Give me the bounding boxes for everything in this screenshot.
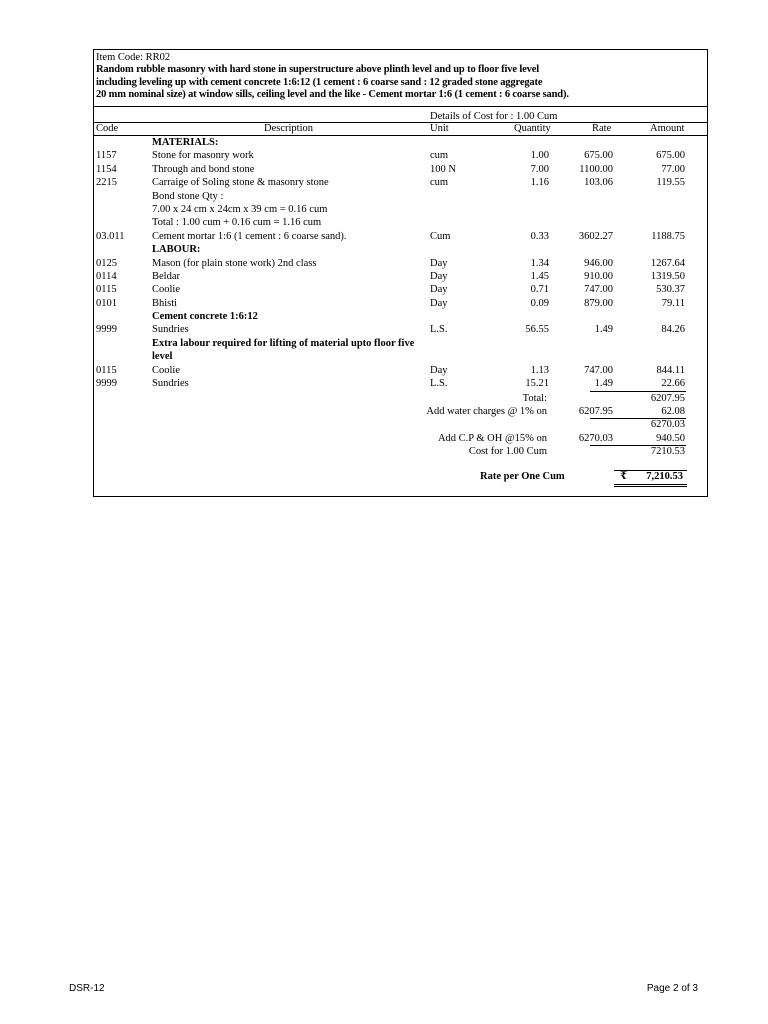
row-amount: 530.37 bbox=[656, 284, 685, 296]
summary-row bbox=[94, 418, 707, 431]
row-unit: Day bbox=[430, 284, 448, 296]
row-code: 0101 bbox=[96, 297, 117, 309]
table-row bbox=[94, 270, 707, 283]
details-of-cost: Details of Cost for : 1.00 Cum bbox=[430, 111, 558, 122]
item-code: Item Code: RR02 bbox=[96, 52, 171, 63]
row-quantity: 0.33 bbox=[530, 230, 549, 242]
row-amount: 119.55 bbox=[656, 177, 685, 189]
row-amount: 1267.64 bbox=[650, 257, 685, 269]
column-header-amount: Amount bbox=[650, 123, 685, 134]
row-description: Cement mortar 1:6 (1 cement : 6 coarse sand). bbox=[152, 230, 347, 242]
row-unit: cum bbox=[430, 150, 449, 162]
row-unit: 100 N bbox=[430, 163, 456, 175]
summary-row bbox=[94, 445, 707, 458]
row-unit: Day bbox=[430, 364, 448, 376]
table-row bbox=[94, 149, 707, 162]
row-code: 9999 bbox=[96, 324, 117, 336]
row-rate: 910.00 bbox=[584, 270, 613, 282]
row-description: Stone for masonry work bbox=[152, 150, 254, 162]
column-header-description: Description bbox=[264, 123, 313, 134]
summary-label: Add water charges @ 1% on bbox=[426, 406, 547, 417]
row-description: Mason (for plain stone work) 2nd class bbox=[152, 257, 317, 269]
footer-page-number: Page 2 of 3 bbox=[646, 983, 698, 994]
summary-amount: 940.50 bbox=[656, 432, 685, 444]
table-row bbox=[94, 243, 707, 256]
column-header-rate: Rate bbox=[592, 123, 612, 134]
table-row bbox=[94, 203, 707, 216]
table-row bbox=[94, 323, 707, 336]
row-code: 1157 bbox=[96, 150, 117, 162]
row-unit: L.S. bbox=[430, 324, 448, 336]
row-quantity: 0.09 bbox=[530, 297, 549, 309]
table-row bbox=[94, 310, 707, 323]
row-description: Bhisti bbox=[152, 297, 178, 309]
row-quantity: 1.16 bbox=[530, 177, 549, 189]
table-row bbox=[94, 163, 707, 176]
final-rate-bottom-line bbox=[614, 484, 687, 485]
table-row bbox=[94, 190, 707, 203]
table-row bbox=[94, 230, 707, 243]
row-description: Coolie bbox=[152, 284, 180, 296]
row-code: 03.011 bbox=[96, 230, 125, 242]
summary-amount: 6207.95 bbox=[650, 392, 685, 404]
table-row bbox=[94, 364, 707, 377]
row-amount: 675.00 bbox=[656, 150, 685, 162]
item-description-line: including leveling up with cement concrete 1:6:12 (1 cement : 6 coarse sand : 12 graded stone aggregate bbox=[96, 76, 543, 88]
item-description-line: 20 mm nominal size) at window sills, ceiling level and the like - Cement mortar 1:6 (1 cement : 6 coarse sand). bbox=[96, 89, 569, 100]
table-row bbox=[94, 257, 707, 270]
row-code: 0115 bbox=[96, 284, 117, 296]
row-amount: 77.00 bbox=[661, 163, 685, 175]
summary-label: Cost for 1.00 Cum bbox=[468, 446, 547, 458]
row-description: Extra labour required for lifting of material upto floor five bbox=[152, 337, 415, 349]
row-description: Carraige of Soling stone & masonry stone bbox=[152, 177, 329, 189]
row-rate: 103.06 bbox=[584, 177, 613, 189]
final-rate-label: Rate per One Cum bbox=[480, 471, 565, 482]
column-header-code: Code bbox=[96, 123, 119, 134]
row-unit: Cum bbox=[430, 230, 451, 242]
row-description: Coolie bbox=[152, 364, 180, 376]
row-unit: L.S. bbox=[430, 378, 448, 390]
summary-amount: 6270.03 bbox=[650, 419, 685, 431]
summary-label: Add C.P & OH @15% on bbox=[437, 432, 547, 444]
table-row bbox=[94, 216, 707, 229]
row-rate: 3602.27 bbox=[578, 230, 613, 242]
column-header-quantity: Quantity bbox=[514, 123, 551, 134]
row-rate: 1100.00 bbox=[579, 163, 613, 175]
table-row bbox=[94, 350, 707, 363]
row-quantity: 1.13 bbox=[530, 364, 549, 376]
row-quantity: 1.45 bbox=[530, 270, 549, 282]
summary-row bbox=[94, 392, 707, 405]
row-amount: 22.66 bbox=[661, 378, 685, 390]
row-description: Sundries bbox=[152, 378, 189, 390]
header-divider bbox=[94, 106, 707, 107]
row-unit: Day bbox=[430, 297, 448, 309]
row-description: Beldar bbox=[152, 270, 180, 282]
rupee-icon: ₹ bbox=[620, 471, 628, 482]
table-row bbox=[94, 283, 707, 296]
row-quantity: 56.55 bbox=[525, 324, 549, 336]
row-description: Total : 1.00 cum + 0.16 cum = 1.16 cum bbox=[152, 217, 322, 229]
row-code: 2215 bbox=[96, 177, 117, 189]
summary-base-value: 6270.03 bbox=[578, 432, 613, 444]
row-description: Cement concrete 1:6:12 bbox=[152, 311, 258, 323]
row-code: 0115 bbox=[96, 364, 117, 376]
row-unit: cum bbox=[430, 177, 449, 189]
row-rate: 747.00 bbox=[584, 284, 613, 296]
row-amount: 844.11 bbox=[656, 364, 685, 376]
final-rate-double-line bbox=[614, 486, 687, 487]
row-description: MATERIALS: bbox=[152, 137, 219, 148]
row-description: LABOUR: bbox=[152, 244, 201, 256]
table-row bbox=[94, 136, 707, 149]
row-amount: 1188.75 bbox=[651, 230, 685, 242]
summary-base-value: 6207.95 bbox=[578, 406, 613, 417]
row-description: level bbox=[152, 351, 173, 363]
line-items bbox=[94, 136, 707, 390]
row-rate: 1.49 bbox=[594, 324, 613, 336]
row-description: Bond stone Qty : bbox=[152, 190, 224, 202]
row-unit: Day bbox=[430, 270, 448, 282]
row-rate: 1.49 bbox=[594, 378, 613, 390]
summary-row bbox=[94, 405, 707, 418]
item-description bbox=[96, 64, 706, 102]
row-quantity: 1.34 bbox=[530, 257, 549, 269]
row-rate: 879.00 bbox=[584, 297, 613, 309]
footer-document-code: DSR-12 bbox=[69, 983, 105, 994]
table-row bbox=[94, 297, 707, 310]
summary-row bbox=[94, 432, 707, 445]
row-rate: 747.00 bbox=[584, 364, 613, 376]
final-rate-value: 7,210.53 bbox=[646, 471, 683, 482]
row-code: 9999 bbox=[96, 378, 117, 390]
row-description: 7.00 x 24 cm x 24cm x 39 cm = 0.16 cum bbox=[152, 203, 328, 215]
table-row bbox=[94, 176, 707, 189]
row-quantity: 15.21 bbox=[525, 378, 549, 390]
row-amount: 1319.50 bbox=[650, 270, 685, 282]
row-description: Sundries bbox=[152, 324, 189, 336]
row-unit: Day bbox=[430, 257, 448, 269]
summary-label: Total: bbox=[522, 392, 547, 404]
summary-amount: 62.08 bbox=[661, 406, 685, 417]
row-code: 0114 bbox=[96, 270, 117, 282]
row-amount: 79.11 bbox=[661, 297, 685, 309]
summary-amount: 7210.53 bbox=[650, 446, 685, 458]
row-rate: 946.00 bbox=[584, 257, 613, 269]
row-rate: 675.00 bbox=[584, 150, 613, 162]
item-description-line: Random rubble masonry with hard stone in superstructure above plinth level and up to floor five level bbox=[96, 64, 539, 75]
column-header-unit: Unit bbox=[430, 123, 449, 134]
row-code: 1154 bbox=[96, 163, 117, 175]
table-row bbox=[94, 377, 707, 390]
row-quantity: 7.00 bbox=[530, 163, 549, 175]
column-header-row bbox=[94, 122, 707, 135]
rate-analysis-sheet bbox=[93, 49, 708, 497]
row-amount: 84.26 bbox=[661, 324, 685, 336]
row-quantity: 1.00 bbox=[530, 150, 549, 162]
table-row bbox=[94, 337, 707, 350]
row-quantity: 0.71 bbox=[530, 284, 549, 296]
final-rate-row bbox=[94, 470, 707, 484]
row-code: 0125 bbox=[96, 257, 117, 269]
row-description: Through and bond stone bbox=[152, 163, 255, 175]
final-rate-top-line bbox=[614, 470, 687, 471]
